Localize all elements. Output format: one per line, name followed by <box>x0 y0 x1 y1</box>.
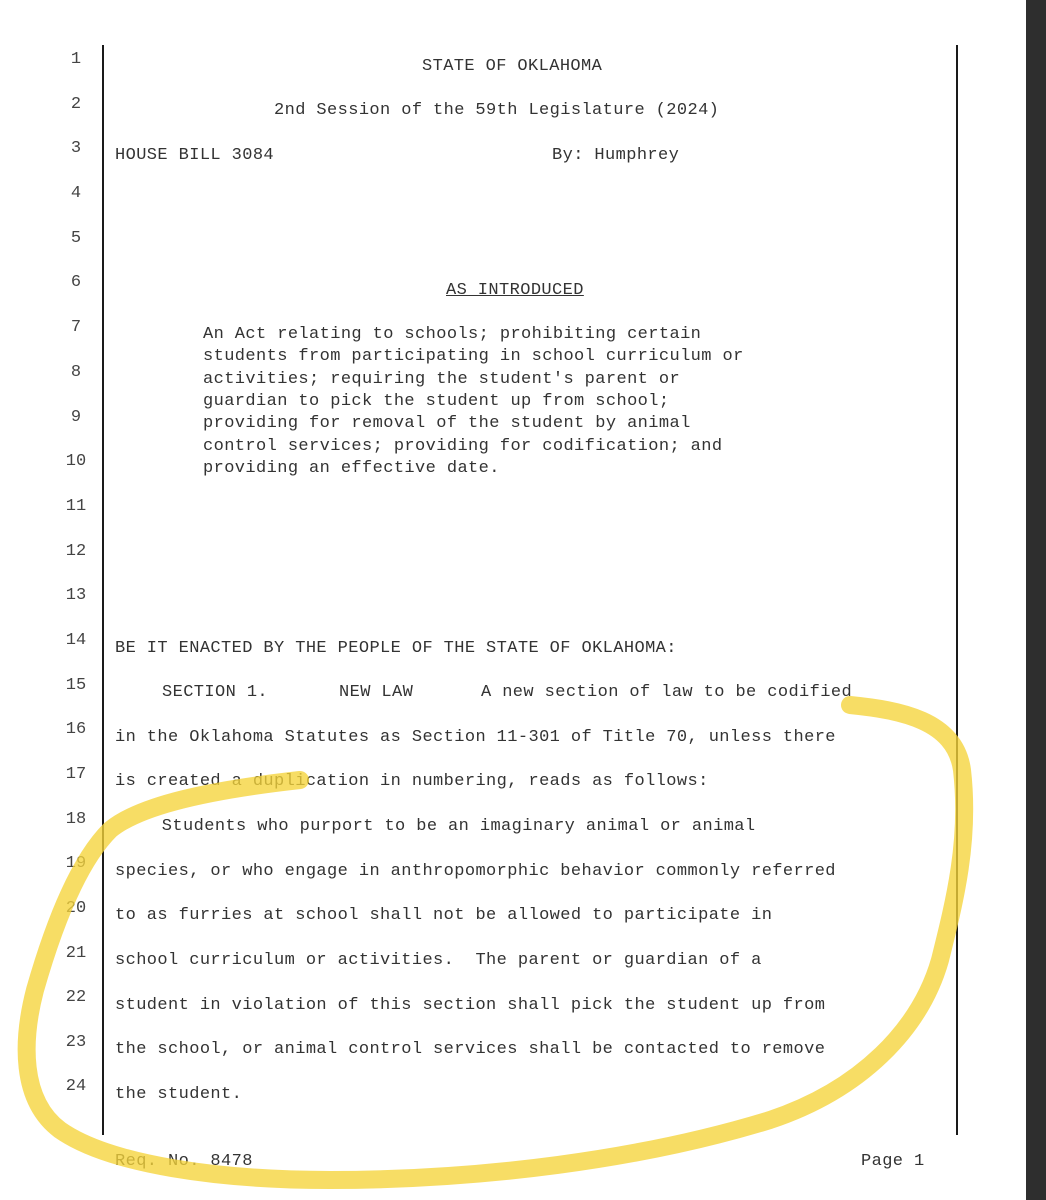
section-label: SECTION 1. <box>162 683 269 702</box>
section-type: NEW LAW <box>339 683 414 702</box>
section-line: the school, or animal control services shall be contacted to remove <box>115 1040 826 1059</box>
title-line: providing for removal of the student by animal <box>203 414 691 433</box>
line-number: 3 <box>70 139 82 158</box>
title-line: providing an effective date. <box>203 459 500 478</box>
session-heading: 2nd Session of the 59th Legislature (2024) <box>274 101 720 120</box>
line-number: 14 <box>65 631 87 650</box>
line-number: 4 <box>70 184 82 203</box>
title-line: students from participating in school curriculum or <box>203 347 744 366</box>
line-number: 13 <box>65 586 87 605</box>
line-number: 19 <box>65 854 87 873</box>
bill-author: By: Humphrey <box>552 146 680 165</box>
section-line: school curriculum or activities. The parent or guardian of a <box>115 951 762 970</box>
viewer-edge <box>1026 0 1046 1200</box>
line-number: 23 <box>65 1033 87 1052</box>
section-line: is created a duplication in numbering, reads as follows: <box>115 772 709 791</box>
section-line: student in violation of this section shall pick the student up from <box>115 996 826 1015</box>
line-number: 1 <box>70 50 82 69</box>
line-number: 24 <box>65 1077 87 1096</box>
title-line: activities; requiring the student's parent or <box>203 370 681 389</box>
section-line: to as furries at school shall not be allowed to participate in <box>115 906 773 925</box>
line-number: 15 <box>65 676 87 695</box>
request-number: Req. No. 8478 <box>115 1152 253 1171</box>
line-number: 6 <box>70 273 82 292</box>
line-number: 9 <box>70 408 82 427</box>
line-number: 16 <box>65 720 87 739</box>
line-number: 7 <box>70 318 82 337</box>
line-number: 10 <box>65 452 87 471</box>
bill-status: AS INTRODUCED <box>446 281 584 300</box>
section-intro: A new section of law to be codified <box>481 683 853 702</box>
line-number: 11 <box>65 497 87 516</box>
section-line: in the Oklahoma Statutes as Section 11-301 of Title 70, unless there <box>115 728 836 747</box>
line-number: 2 <box>70 95 82 114</box>
state-heading: STATE OF OKLAHOMA <box>422 57 603 76</box>
line-number: 18 <box>65 810 87 829</box>
line-number: 8 <box>70 363 82 382</box>
title-line: control services; providing for codification; and <box>203 437 723 456</box>
section-line: the student. <box>115 1085 243 1104</box>
title-line: An Act relating to schools; prohibiting certain <box>203 325 702 344</box>
line-number: 5 <box>70 229 82 248</box>
enacting-clause: BE IT ENACTED BY THE PEOPLE OF THE STATE OF OKLAHOMA: <box>115 639 677 658</box>
line-number: 20 <box>65 899 87 918</box>
section-line: species, or who engage in anthropomorphic behavior commonly referred <box>115 862 836 881</box>
line-number: 21 <box>65 944 87 963</box>
line-number: 12 <box>65 542 87 561</box>
section-line: Students who purport to be an imaginary animal or animal <box>130 817 756 836</box>
line-number: 17 <box>65 765 87 784</box>
page-number: Page 1 <box>861 1152 925 1171</box>
right-margin-rule <box>956 45 958 1135</box>
line-number: 22 <box>65 988 87 1007</box>
bill-number: HOUSE BILL 3084 <box>115 146 275 165</box>
title-line: guardian to pick the student up from school; <box>203 392 670 411</box>
left-margin-rule <box>102 45 104 1135</box>
